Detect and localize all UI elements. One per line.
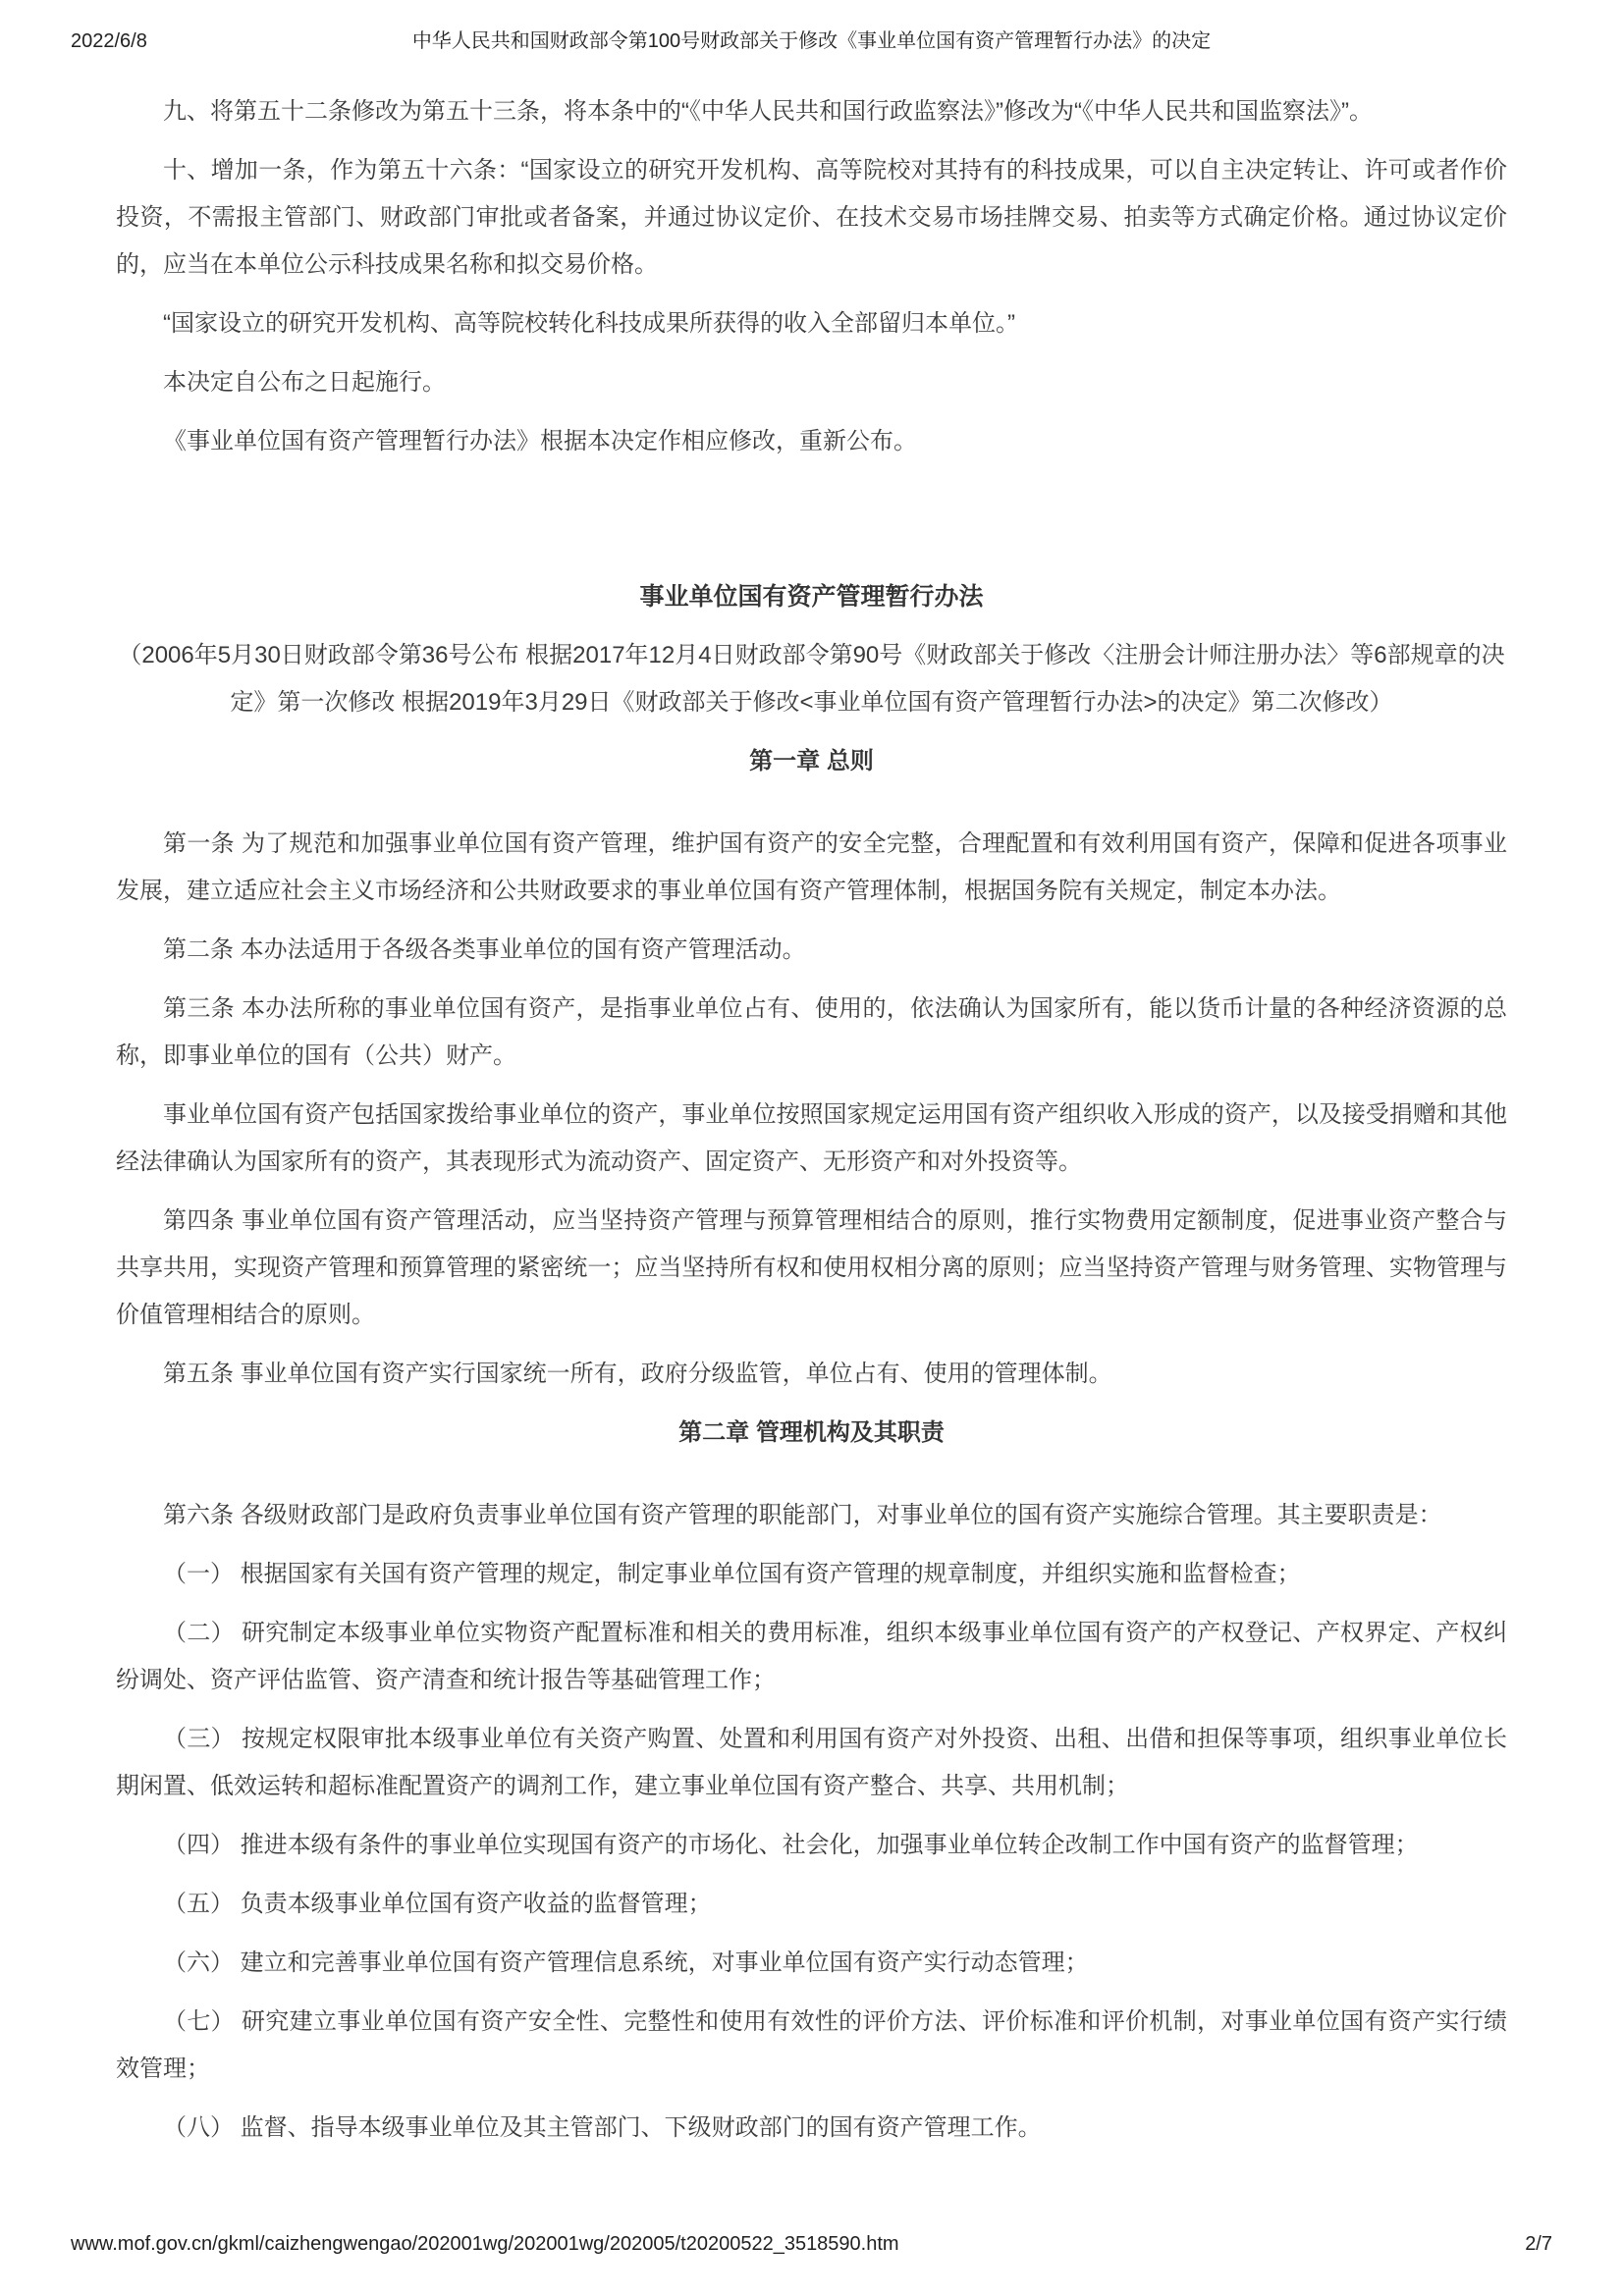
paragraph: （四） 推进本级有条件的事业单位实现国有资产的市场化、社会化，加强事业单位转企改制工作中国有资产的监督管理；: [163, 1832, 1419, 1858]
paragraph: 第四条 事业单位国有资产管理活动，应当坚持资产管理与预算管理相结合的原则，推行实物费用定额制度，促进事业资产整合与共享共用，实现资产管理和预算管理的紧密统一；应当坚持所有权和使用权相分离的原则；应当坚持资产管理与财务管理、实物管理与价值管理相结合的原则。: [116, 1207, 1507, 1328]
paragraph: （一） 根据国家有关国有资产管理的规定，制定事业单位国有资产管理的规章制度，并组织实施和监督检查；: [163, 1561, 1301, 1587]
page-indicator: 2/7: [1525, 2233, 1552, 2255]
paragraph: （二） 研究制定本级事业单位实物资产配置标准和相关的费用标准，组织本级事业单位国有资产的产权登记、产权界定、产权纠纷调处、资产评估监管、资产清查和统计报告等基础管理工作；: [116, 1620, 1507, 1693]
paragraph: 事业单位国有资产包括国家拨给事业单位的资产，事业单位按照国家规定运用国有资产组织收入形成的资产，以及接受捐赠和其他经法律确认为国家所有的资产，其表现形式为流动资产、固定资产、无形资产和对外投资等。: [116, 1101, 1507, 1175]
paragraph: 九、将第五十二条修改为第五十三条，将本条中的“《中华人民共和国行政监察法》”修改为“《中华人民共和国监察法》”。: [163, 98, 1373, 125]
paragraph: 第六条 各级财政部门是政府负责事业单位国有资产管理的职能部门，对事业单位的国有资产实施综合管理。其主要职责是：: [163, 1502, 1442, 1528]
chapter-heading: 第二章 管理机构及其职责: [678, 1419, 945, 1446]
source-url: www.mof.gov.cn/gkml/caizhengwengao/202001wg/202001wg/202005/t20200522_3518590.htm: [71, 2233, 899, 2255]
revision-note: （2006年5月30日财政部令第36号公布 根据2017年12月4日财政部令第90号《财政部关于修改〈注册会计师注册办法〉等6部规章的决定》第一次修改 根据2019年3月29日《财政部关于修改<事业单位国有资产管理暂行办法>的决定》第二次修改）: [118, 642, 1505, 716]
paragraph: （六） 建立和完善事业单位国有资产管理信息系统，对事业单位国有资产实行动态管理；: [163, 1949, 1089, 1976]
paragraph: （五） 负责本级事业单位国有资产收益的监督管理；: [163, 1891, 712, 1917]
paragraph: 本决定自公布之日起施行。: [163, 369, 446, 396]
print-date: 2022/6/8: [71, 30, 147, 52]
chapter-heading: 第一章 总则: [749, 748, 874, 774]
print-header-title: 中华人民共和国财政部令第100号财政部关于修改《事业单位国有资产管理暂行办法》的决定: [411, 30, 1212, 52]
paragraph: 《事业单位国有资产管理暂行办法》根据本决定作相应修改，重新公布。: [163, 428, 917, 454]
print-header: [71, 27, 1552, 55]
paragraph: （三） 按规定权限审批本级事业单位有关资产购置、处置和利用国有资产对外投资、出租、出借和担保等事项，组织事业单位长期闲置、低效运转和超标准配置资产的调剂工作，建立事业单位国有资产整合、共享、共用机制；: [116, 1726, 1507, 1799]
paragraph: 第五条 事业单位国有资产实行国家统一所有，政府分级监管，单位占有、使用的管理体制。: [163, 1361, 1112, 1387]
paragraph: （八） 监督、指导本级事业单位及其主管部门、下级财政部门的国有资产管理工作。: [163, 2114, 1042, 2141]
print-footer: [71, 2231, 1552, 2257]
document-title: 事业单位国有资产管理暂行办法: [639, 583, 984, 611]
paragraph: （七） 研究建立事业单位国有资产安全性、完整性和使用有效性的评价方法、评价标准和评价机制，对事业单位国有资产实行绩效管理；: [116, 2008, 1507, 2082]
paragraph: 第三条 本办法所称的事业单位国有资产，是指事业单位占有、使用的，依法确认为国家所有，能以货币计量的各种经济资源的总称，即事业单位的国有（公共）财产。: [116, 995, 1507, 1069]
document-body: [116, 88, 1507, 2163]
paragraph: 十、增加一条，作为第五十六条：“国家设立的研究开发机构、高等院校对其持有的科技成果，可以自主决定转让、许可或者作价投资，不需报主管部门、财政部门审批或者备案，并通过协议定价、在技术交易市场挂牌交易、拍卖等方式确定价格。通过协议定价的，应当在本单位公示科技成果名称和拟交易价格。: [116, 157, 1507, 278]
paragraph: 第二条 本办法适用于各级各类事业单位的国有资产管理活动。: [163, 936, 806, 963]
paragraph: 第一条 为了规范和加强事业单位国有资产管理，维护国有资产的安全完整，合理配置和有效利用国有资产，保障和促进各项事业发展，建立适应社会主义市场经济和公共财政要求的事业单位国有资产管理体制，根据国务院有关规定，制定本办法。: [116, 830, 1507, 904]
paragraph: “国家设立的研究开发机构、高等院校转化科技成果所获得的收入全部留归本单位。”: [163, 310, 1015, 337]
